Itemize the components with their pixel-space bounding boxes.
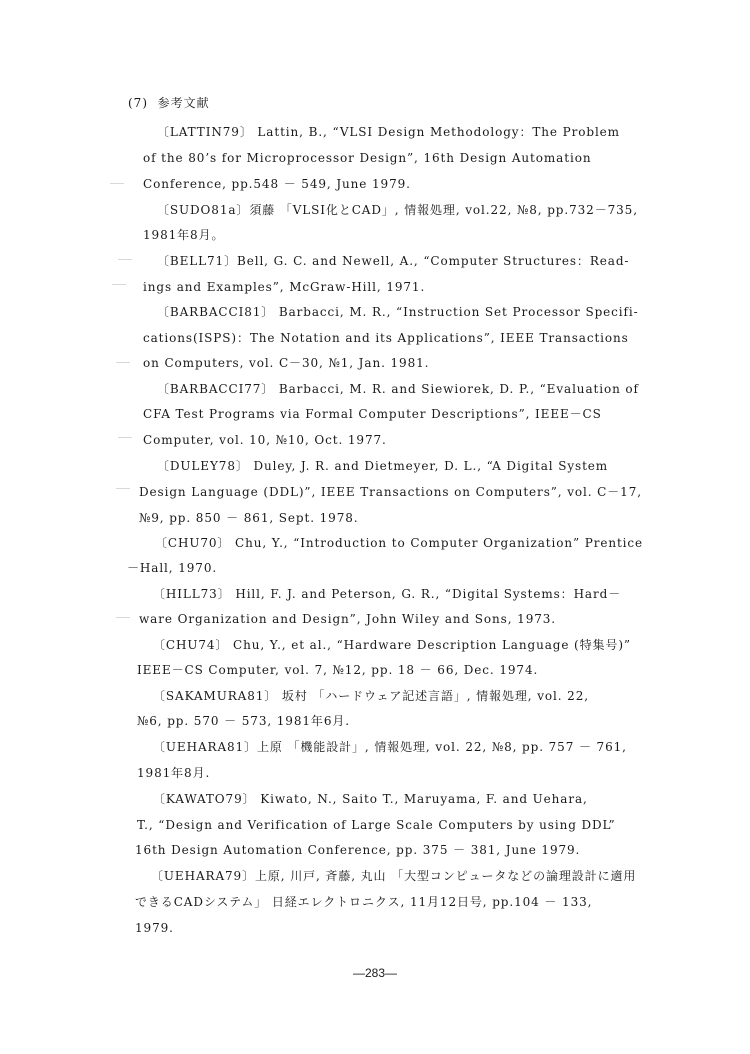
reference-line: 〔KAWATO79〕 Kiwato, N., Saito T., Maruyama, F. and Uehara, [153,792,588,806]
reference-line: 1979. [135,921,174,935]
reference-line: 1981年8月. [137,766,211,780]
reference-line: 〔BARBACCI77〕 Barbacci, M. R. and Siewiorek, D. P., “Evaluation of [157,382,639,396]
reference-line: 〔HILL73〕 Hill, F. J. and Peterson, G. R., “Digital Systems：Hard－ [153,587,622,601]
reference-line: 〔DULEY78〕 Duley, J. R. and Dietmeyer, D. L., “A Digital System [157,459,609,473]
reference-line: できるCADシステム」 日経エレクトロニクス, 11月12日号, pp.104 － 133, [135,895,593,909]
reference-line: 〔CHU74〕 Chu, Y., et al., “Hardware Description Language (特集号)” [153,638,631,652]
reference-line: 〔BELL71〕Bell, G. C. and Newell, A., “Computer Structures：Read- [157,254,630,268]
reference-line: 〔UEHARA81〕上原 「機能設計」, 情報処理, vol. 22, №8, pp. 757 － 761, [153,740,627,754]
scan-mark [116,488,130,489]
reference-line: of the 80’s for Microprocessor Design”, 16th Design Automation [143,151,592,165]
scan-mark [116,362,130,363]
reference-line: on Computers, vol. C－30, №1, Jan. 1981. [143,356,430,370]
reference-line: 〔UEHARA79〕上原, 川戸, 斉藤, 丸山 「大型コンピュータなどの論理設計に適用 [151,869,637,883]
reference-line: CFA Test Programs via Formal Computer Descriptions”, IEEE－CS [143,407,602,421]
scan-mark [118,259,132,260]
reference-line: 16th Design Automation Conference, pp. 375 － 381, June 1979. [135,843,581,857]
reference-line: 〔SUDO81a〕須藤 「VLSI化とCAD」, 情報処理, vol.22, №8, pp.732－735, [157,203,638,217]
reference-line: ware Organization and Design”, John Wiley and Sons, 1973. [139,612,557,626]
reference-line: 〔CHU70〕 Chu, Y., “Introduction to Computer Organization” Prentice [155,536,644,550]
reference-line: IEEE－CS Computer, vol. 7, №12, pp. 18 － 66, Dec. 1974. [137,663,539,677]
scan-mark [118,437,132,438]
section-heading: (7) 参考文献 [128,96,210,110]
scan-mark [116,617,130,618]
reference-line: №6, pp. 570 － 573, 1981年6月. [137,714,350,728]
reference-line: cations(ISPS)：The Notation and its Applications”, IEEE Transactions [143,331,629,345]
reference-line: 〔SAKAMURA81〕 坂村 「ハードウェア記述言語」, 情報処理, vol. 22, [153,689,589,703]
reference-line: T., “Design and Verification of Large Scale Computers by using DDL” [137,818,616,832]
reference-line: Computer, vol. 10, №10, Oct. 1977. [143,433,387,447]
reference-line: Conference, pp.548 － 549, June 1979. [143,177,411,191]
reference-line: 1981年8月。 [143,228,225,242]
reference-line: 〔BARBACCI81〕 Barbacci, M. R., “Instruction Set Processor Specifi- [157,305,639,319]
reference-line: －Hall, 1970. [127,561,218,575]
reference-line: ings and Examples”, McGraw-Hill, 1971. [143,280,426,294]
reference-line: 〔LATTIN79〕 Lattin, B., “VLSI Design Methodology：The Problem [157,125,620,139]
page-number: —283— [352,966,398,980]
reference-line: Design Language (DDL)”, IEEE Transactions on Computers”, vol. C－17, [139,485,642,499]
scan-mark [112,284,126,285]
reference-line: №9, pp. 850 － 861, Sept. 1978. [139,511,359,525]
scan-mark [110,183,124,184]
